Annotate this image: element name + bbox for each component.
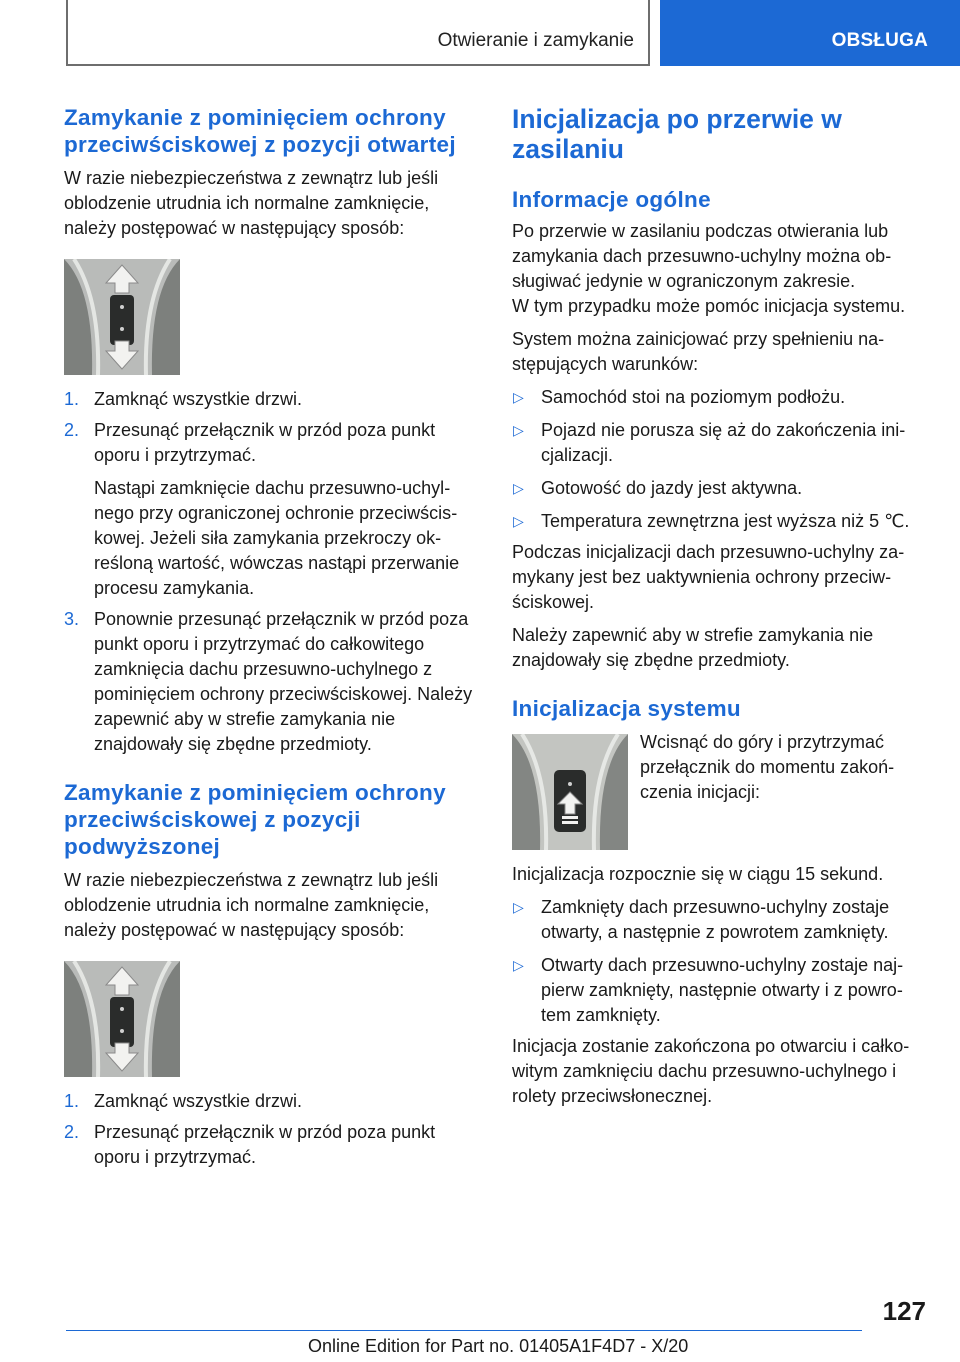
init-figure-row	[512, 734, 926, 850]
header-chapter-box	[66, 0, 650, 66]
step-text: Zamknąć wszystkie drzwi.	[94, 389, 303, 409]
triangle-bullet-icon: ▷	[513, 422, 524, 438]
section-heading-raised-position: Zamykanie z pominięciem ochrony przeciwściskowej z pozycji podwyższonej	[64, 780, 446, 859]
section-heading-open-position: Zamykanie z pominięciem ochrony przeciwściskowej z pozycji otwartej	[64, 105, 456, 157]
page-title: Inicjalizacja po przerwie w zasilaniu	[512, 104, 842, 164]
condition-item	[512, 509, 926, 534]
general-paragraph: Podczas inicjalizacji dach przesuwno-uchylny zamykany jest bez uaktywnienia ochrony przeciwściskowej.	[512, 542, 905, 612]
left-column	[64, 104, 478, 1170]
general-paragraph: W tym przypadku może pomóc inicjacja systemu.	[512, 296, 906, 316]
triangle-bullet-icon: ▷	[513, 480, 524, 496]
step-item	[64, 387, 478, 412]
step-text: Ponownie przesunąć przełącznik w przód poza punkt oporu i przytrzymać do całkowitego zamknięcia dachu przesuwno-uchylnego z pominięciem ochrony przeciwściskowej. Należy zapewnić aby w strefie zamykania nie znajdowały się zbędne przedmioty.	[94, 609, 473, 754]
header-chapter-title: Otwieranie i zamykanie	[437, 30, 634, 51]
page-header	[0, 0, 960, 66]
condition-text: Samochód stoi na poziomym podłożu.	[541, 387, 846, 407]
step-item	[64, 1089, 478, 1114]
roof-switch-forward-photo	[64, 961, 180, 1077]
footer-edition: Online Edition for Part no. 01405A1F4D7 - X/20	[308, 1336, 689, 1356]
roof-switch-up-photo	[512, 734, 628, 850]
section-heading-general: Informacje ogólne	[512, 187, 711, 212]
general-paragraph: Po przerwie w zasilaniu podczas otwierania lub zamykania dach przesuwno-uchylny można obsługiwać jedynie w ograniczonym zakresie.	[512, 221, 892, 291]
roof-switch-forward-image	[64, 961, 180, 1077]
step-number: 2.	[64, 1122, 80, 1142]
step-number: 1.	[64, 1091, 80, 1111]
init-paragraph: Inicjacja zostanie zakończona po otwarciu i całkowitym zamknięciu dachu przesuwno-uchylnego i rolety przeciwsłonecznej.	[512, 1036, 910, 1106]
right-column	[512, 104, 926, 1109]
result-text: Otwarty dach przesuwno-uchylny zostaje najpierw zamknięty, następnie otwarty i z powrotem zamknięty.	[541, 955, 904, 1025]
header-section-label: OBSŁUGA	[831, 30, 928, 51]
init-instruction: Wcisnąć do góry i przytrzymać przełącznik do momentu zakończenia inicjacji:	[640, 732, 895, 802]
step-item	[64, 418, 478, 601]
steps-list-open-position	[64, 387, 478, 757]
result-item	[512, 953, 926, 1028]
page-number: 127	[882, 1296, 926, 1326]
condition-text: Temperatura zewnętrzna jest wyższa niż 5 ℃.	[541, 511, 910, 531]
triangle-bullet-icon: ▷	[513, 899, 524, 915]
condition-text: Pojazd nie porusza się aż do zakończenia inicjalizacji.	[541, 420, 906, 465]
result-text: Zamknięty dach przesuwno-uchylny zostaje otwarty, a następnie z powrotem zamknięty.	[541, 897, 890, 942]
roof-switch-forward-photo	[64, 259, 180, 375]
step-item	[64, 607, 478, 757]
condition-item	[512, 418, 926, 468]
triangle-bullet-icon: ▷	[513, 389, 524, 405]
section-intro: W razie niebezpieczeństwa z zewnątrz lub jeśli oblodzenie utrudnia ich normalne zamknięcie, należy postępować w następujący sposób:	[64, 168, 439, 238]
step-note: Nastąpi zamknięcie dachu przesuwno-uchylnego przy ograniczonej ochronie przeciwściskowej. Jeżeli siła zamykania przekroczy określoną wartość, wówczas nastąpi przerwanie procesu zamykania.	[94, 478, 460, 598]
condition-item	[512, 385, 926, 410]
condition-text: Gotowość do jazdy jest aktywna.	[541, 478, 803, 498]
init-results-list	[512, 895, 926, 1028]
header-section-tab	[660, 0, 960, 66]
step-text: Zamknąć wszystkie drzwi.	[94, 1091, 303, 1111]
section-heading-system-init: Inicjalizacja systemu	[512, 696, 741, 721]
init-paragraph: Inicjalizacja rozpocznie się w ciągu 15 sekund.	[512, 864, 884, 884]
footer-divider	[66, 1330, 862, 1331]
triangle-bullet-icon: ▷	[513, 513, 524, 529]
step-number: 1.	[64, 389, 80, 409]
roof-switch-up-image	[512, 734, 628, 850]
step-item	[64, 1120, 478, 1170]
step-number: 2.	[64, 420, 80, 440]
step-number: 3.	[64, 609, 80, 629]
general-paragraph: Należy zapewnić aby w strefie zamykania nie znajdowały się zbędne przedmioty.	[512, 625, 874, 670]
condition-item	[512, 476, 926, 501]
roof-switch-forward-image	[64, 259, 180, 375]
conditions-list	[512, 385, 926, 534]
general-paragraph: System można zainicjować przy spełnieniu następujących warunków:	[512, 329, 885, 374]
step-text: Przesunąć przełącznik w przód poza punkt oporu i przytrzymać.	[94, 1122, 436, 1167]
section-intro: W razie niebezpieczeństwa z zewnątrz lub jeśli oblodzenie utrudnia ich normalne zamknięcie, należy postępować w następujący sposób:	[64, 870, 439, 940]
step-text: Przesunąć przełącznik w przód poza punkt oporu i przytrzymać.	[94, 420, 436, 465]
steps-list-raised-position	[64, 1089, 478, 1170]
triangle-bullet-icon: ▷	[513, 957, 524, 973]
result-item	[512, 895, 926, 945]
